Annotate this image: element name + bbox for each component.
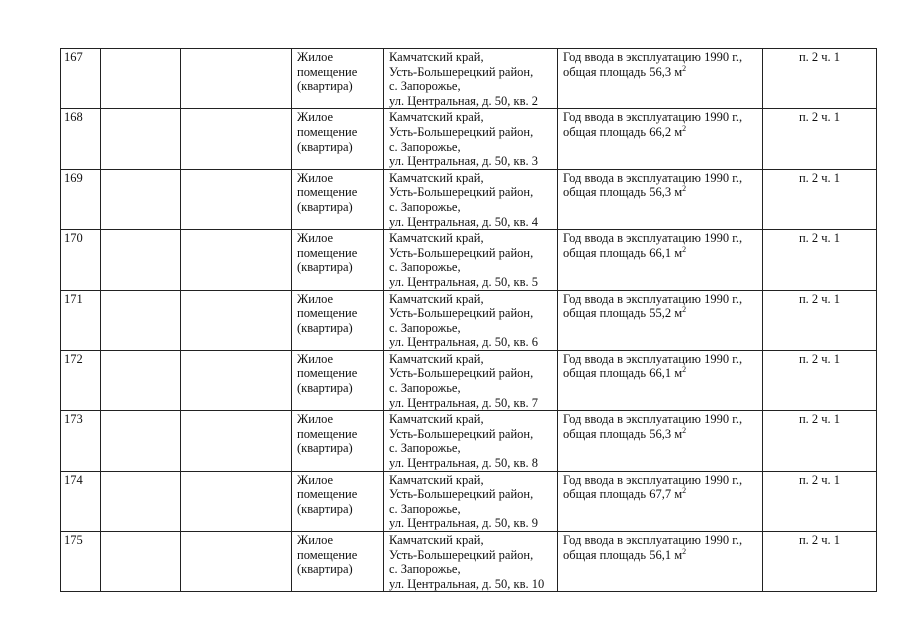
area-line (563, 366, 757, 381)
area-text: общая площадь 56,3 м (563, 426, 683, 441)
table-row (61, 109, 877, 169)
address-line: с. Запорожье, (389, 260, 461, 275)
object-type-cell (292, 532, 384, 592)
legal-basis-cell (763, 230, 877, 290)
object-type-line: Жилое (297, 291, 334, 306)
legal-basis: п. 2 ч. 1 (798, 291, 841, 306)
address-line: ул. Центральная, д. 50, кв. 9 (389, 516, 538, 531)
object-type-line: помещение (297, 306, 358, 321)
characteristics-line: Год ввода в эксплуатацию 1990 г., (563, 472, 743, 487)
row-number-cell (61, 109, 101, 169)
address-line: ул. Центральная, д. 50, кв. 8 (389, 456, 538, 471)
legal-basis-cell (763, 471, 877, 531)
object-type-cell (292, 350, 384, 410)
address-line: Усть-Большерецкий район, (389, 487, 534, 502)
empty-cell (101, 411, 181, 471)
object-type-line: помещение (297, 124, 358, 139)
object-type-cell (292, 411, 384, 471)
object-type-line: Жилое (297, 351, 334, 366)
address-line: Усть-Большерецкий район, (389, 64, 534, 79)
empty-cell (101, 230, 181, 290)
characteristics-line: Год ввода в эксплуатацию 1990 г., (563, 170, 743, 185)
object-type-line: (квартира) (297, 562, 353, 577)
area-unit-superscript: 2 (682, 486, 687, 496)
characteristics-cell (558, 411, 763, 471)
characteristics-line: Год ввода в эксплуатацию 1990 г., (563, 533, 743, 547)
characteristics-line: Год ввода в эксплуатацию 1990 г., (563, 231, 743, 246)
area-line (563, 306, 757, 321)
area-text: общая площадь 56,1 м (563, 547, 683, 562)
object-type-cell (292, 290, 384, 350)
row-number: 167 (64, 50, 83, 64)
characteristics-line: Год ввода в эксплуатацию 1990 г., (563, 412, 743, 427)
address-line: с. Запорожье, (389, 199, 461, 214)
address-line: ул. Центральная, д. 50, кв. 4 (389, 214, 538, 229)
object-type-line: (квартира) (297, 79, 353, 94)
object-type-line: (квартира) (297, 260, 353, 275)
empty-cell (181, 49, 292, 109)
legal-basis-cell (763, 350, 877, 410)
address-line: ул. Центральная, д. 50, кв. 7 (389, 395, 538, 410)
characteristics-line: Год ввода в эксплуатацию 1990 г., (563, 50, 743, 64)
empty-cell (181, 411, 292, 471)
object-type-line: (квартира) (297, 501, 353, 516)
empty-cell (181, 230, 292, 290)
address-line: Усть-Большерецкий район, (389, 366, 534, 381)
object-type-cell (292, 471, 384, 531)
area-text: общая площадь 56,3 м (563, 185, 683, 200)
address-line: с. Запорожье, (389, 562, 461, 577)
address-line: Камчатский край, (389, 472, 484, 487)
address-cell (384, 411, 558, 471)
table-row (61, 471, 877, 531)
address-line: Усть-Большерецкий район, (389, 426, 534, 441)
object-type-line: помещение (297, 64, 358, 79)
area-text: общая площадь 66,1 м (563, 366, 683, 381)
empty-cell (181, 290, 292, 350)
row-number-cell (61, 350, 101, 410)
empty-cell (101, 532, 181, 592)
object-type-line: помещение (297, 547, 358, 562)
empty-cell (181, 350, 292, 410)
object-type-cell (292, 169, 384, 229)
address-cell (384, 169, 558, 229)
legal-basis-cell (763, 49, 877, 109)
address-line: Усть-Большерецкий район, (389, 306, 534, 321)
area-unit-superscript: 2 (682, 425, 687, 435)
area-text: общая площадь 67,7 м (563, 487, 683, 502)
object-type-line: (квартира) (297, 381, 353, 396)
row-number-cell (61, 471, 101, 531)
table-row (61, 290, 877, 350)
table-body (61, 49, 877, 592)
row-number-cell (61, 532, 101, 592)
empty-cell (101, 169, 181, 229)
empty-cell (181, 169, 292, 229)
address-line: Камчатский край, (389, 412, 484, 427)
address-line: Усть-Большерецкий район, (389, 245, 534, 260)
legal-basis: п. 2 ч. 1 (798, 170, 841, 185)
address-line: Камчатский край, (389, 291, 484, 306)
address-line: Камчатский край, (389, 110, 484, 125)
object-type-line: помещение (297, 426, 358, 441)
row-number: 168 (64, 110, 83, 125)
characteristics-cell (558, 230, 763, 290)
row-number-cell (61, 230, 101, 290)
characteristics-cell (558, 350, 763, 410)
area-text: общая площадь 55,2 м (563, 306, 683, 321)
area-text: общая площадь 56,3 м (563, 64, 683, 79)
object-type-line: Жилое (297, 231, 334, 246)
row-number: 170 (64, 231, 83, 246)
area-unit-superscript: 2 (682, 244, 687, 254)
empty-cell (181, 471, 292, 531)
address-line: ул. Центральная, д. 50, кв. 5 (389, 274, 538, 289)
property-table (60, 48, 877, 592)
row-number-cell (61, 49, 101, 109)
empty-cell (181, 109, 292, 169)
characteristics-cell (558, 290, 763, 350)
object-type-cell (292, 230, 384, 290)
characteristics-cell (558, 169, 763, 229)
empty-cell (101, 350, 181, 410)
legal-basis-cell (763, 169, 877, 229)
characteristics-cell (558, 49, 763, 109)
legal-basis: п. 2 ч. 1 (798, 472, 841, 487)
legal-basis: п. 2 ч. 1 (798, 351, 841, 366)
area-line (563, 185, 757, 200)
address-line: с. Запорожье, (389, 139, 461, 154)
legal-basis-cell (763, 532, 877, 592)
object-type-line: Жилое (297, 412, 334, 427)
legal-basis-cell (763, 411, 877, 471)
row-number: 169 (64, 170, 83, 185)
area-unit-superscript: 2 (682, 184, 687, 194)
table-row (61, 411, 877, 471)
address-line: Усть-Большерецкий район, (389, 547, 534, 562)
address-cell (384, 290, 558, 350)
row-number-cell (61, 411, 101, 471)
row-number: 171 (64, 291, 83, 306)
legal-basis: п. 2 ч. 1 (798, 231, 841, 246)
object-type-line: (квартира) (297, 199, 353, 214)
characteristics-line: Год ввода в эксплуатацию 1990 г., (563, 291, 743, 306)
legal-basis-cell (763, 290, 877, 350)
area-line (563, 487, 757, 502)
object-type-line: Жилое (297, 170, 334, 185)
row-number-cell (61, 290, 101, 350)
empty-cell (181, 532, 292, 592)
address-line: Камчатский край, (389, 231, 484, 246)
object-type-line: Жилое (297, 533, 334, 547)
legal-basis-cell (763, 109, 877, 169)
address-line: ул. Центральная, д. 50, кв. 3 (389, 154, 538, 169)
object-type-cell (292, 49, 384, 109)
object-type-line: (квартира) (297, 139, 353, 154)
table-row (61, 350, 877, 410)
row-number: 172 (64, 351, 83, 366)
empty-cell (101, 290, 181, 350)
address-cell (384, 230, 558, 290)
area-line (563, 65, 757, 80)
legal-basis: п. 2 ч. 1 (798, 412, 841, 427)
area-line (563, 125, 757, 140)
object-type-line: помещение (297, 366, 358, 381)
object-type-line: помещение (297, 245, 358, 260)
legal-basis: п. 2 ч. 1 (798, 110, 841, 125)
empty-cell (101, 109, 181, 169)
characteristics-cell (558, 471, 763, 531)
address-cell (384, 49, 558, 109)
address-line: с. Запорожье, (389, 501, 461, 516)
address-line: Усть-Большерецкий район, (389, 124, 534, 139)
row-number: 173 (64, 412, 83, 427)
table-row (61, 532, 877, 592)
address-line: ул. Центральная, д. 50, кв. 2 (389, 93, 538, 108)
characteristics-cell (558, 109, 763, 169)
empty-cell (101, 49, 181, 109)
address-line: с. Запорожье, (389, 79, 461, 94)
address-line: Усть-Большерецкий район, (389, 185, 534, 200)
table-row (61, 169, 877, 229)
address-line: Камчатский край, (389, 533, 484, 547)
area-line (563, 427, 757, 442)
address-line: ул. Центральная, д. 50, кв. 10 (389, 576, 545, 591)
area-unit-superscript: 2 (682, 63, 687, 73)
address-line: с. Запорожье, (389, 441, 461, 456)
address-line: с. Запорожье, (389, 381, 461, 396)
area-unit-superscript: 2 (682, 304, 687, 314)
address-line: ул. Центральная, д. 50, кв. 6 (389, 335, 538, 350)
address-line: Камчатский край, (389, 170, 484, 185)
address-cell (384, 109, 558, 169)
legal-basis: п. 2 ч. 1 (798, 50, 841, 64)
object-type-line: помещение (297, 185, 358, 200)
object-type-line: Жилое (297, 472, 334, 487)
row-number: 175 (64, 533, 83, 547)
area-text: общая площадь 66,1 м (563, 245, 683, 260)
area-line (563, 246, 757, 261)
characteristics-line: Год ввода в эксплуатацию 1990 г., (563, 351, 743, 366)
area-unit-superscript: 2 (682, 123, 687, 133)
area-line (563, 548, 757, 563)
area-unit-superscript: 2 (682, 546, 687, 556)
object-type-line: (квартира) (297, 320, 353, 335)
address-line: Камчатский край, (389, 351, 484, 366)
row-number: 174 (64, 472, 83, 487)
area-unit-superscript: 2 (682, 365, 687, 375)
object-type-cell (292, 109, 384, 169)
table-row (61, 49, 877, 109)
address-cell (384, 532, 558, 592)
legal-basis: п. 2 ч. 1 (798, 533, 841, 547)
object-type-line: (квартира) (297, 441, 353, 456)
object-type-line: Жилое (297, 110, 334, 125)
characteristics-cell (558, 532, 763, 592)
object-type-line: Жилое (297, 50, 334, 64)
empty-cell (101, 471, 181, 531)
address-line: Камчатский край, (389, 50, 484, 64)
address-line: с. Запорожье, (389, 320, 461, 335)
object-type-line: помещение (297, 487, 358, 502)
table-row (61, 230, 877, 290)
address-cell (384, 350, 558, 410)
characteristics-line: Год ввода в эксплуатацию 1990 г., (563, 110, 743, 125)
area-text: общая площадь 66,2 м (563, 124, 683, 139)
address-cell (384, 471, 558, 531)
row-number-cell (61, 169, 101, 229)
